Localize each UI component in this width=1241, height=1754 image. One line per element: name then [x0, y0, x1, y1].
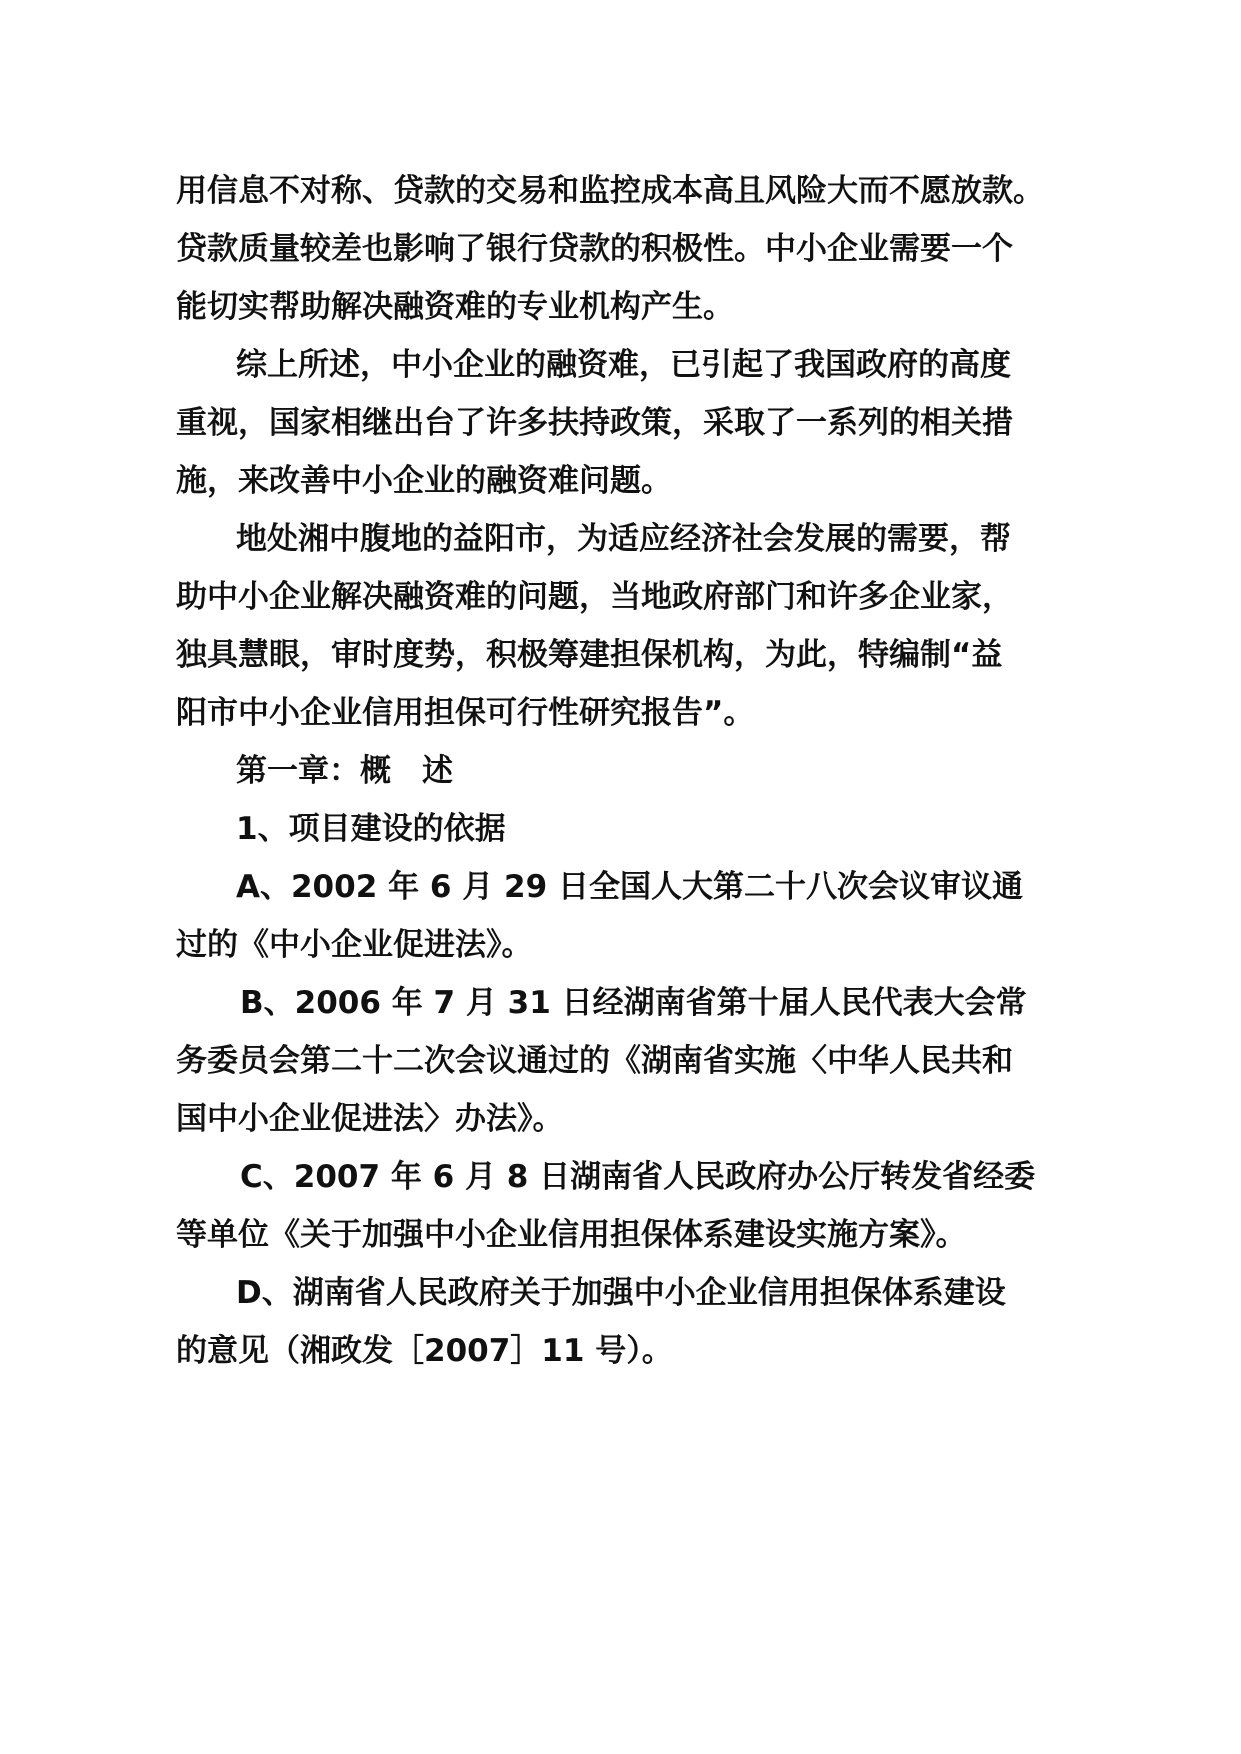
text-line: 的意见（湘政发［2007］11 号）。 — [176, 1333, 673, 1369]
text-line: 等单位《关于加强中小企业信用担保体系建设实施方案》。 — [176, 1217, 967, 1253]
text-line: 地处湘中腹地的益阳市，为适应经济社会发展的需要，帮 — [236, 521, 1011, 557]
text-line: A、2002 年 6 月 29 日全国人大第二十八次会议审议通 — [236, 869, 1023, 905]
text-line: 国中小企业促进法〉办法》。 — [176, 1101, 564, 1137]
text-line: 阳市中小企业信用担保可行性研究报告”。 — [176, 695, 755, 731]
text-line: 施，来改善中小企业的融资难问题。 — [176, 463, 672, 499]
text-line: 能切实帮助解决融资难的专业机构产生。 — [176, 289, 734, 325]
section-heading: 1、项目建设的依据 — [236, 811, 506, 847]
text-line: 助中小企业解决融资难的问题，当地政府部门和许多企业家， — [176, 579, 1013, 615]
chapter-heading: 第一章：概 述 — [236, 753, 453, 789]
text-line: 贷款质量较差也影响了银行贷款的积极性。中小企业需要一个 — [176, 231, 1013, 267]
text-line: 综上所述，中小企业的融资难，已引起了我国政府的高度 — [236, 347, 1011, 383]
text-line: 重视，国家相继出台了许多扶持政策，采取了一系列的相关措 — [176, 405, 1013, 441]
text-line: 过的《中小企业促进法》。 — [176, 927, 533, 963]
text-line: 独具慧眼，审时度势，积极筹建担保机构，为此，特编制“益 — [176, 637, 1003, 673]
text-line: 用信息不对称、贷款的交易和监控成本高且风险大而不愿放款。 — [176, 173, 1044, 209]
text-line: 务委员会第二十二次会议通过的《湖南省实施〈中华人民共和 — [176, 1043, 1013, 1079]
text-line: B、2006 年 7 月 31 日经湖南省第十届人民代表大会常 — [240, 985, 1027, 1021]
text-line: C、2007 年 6 月 8 日湖南省人民政府办公厅转发省经委 — [240, 1159, 1036, 1195]
text-line: D、湖南省人民政府关于加强中小企业信用担保体系建设 — [236, 1275, 1006, 1311]
